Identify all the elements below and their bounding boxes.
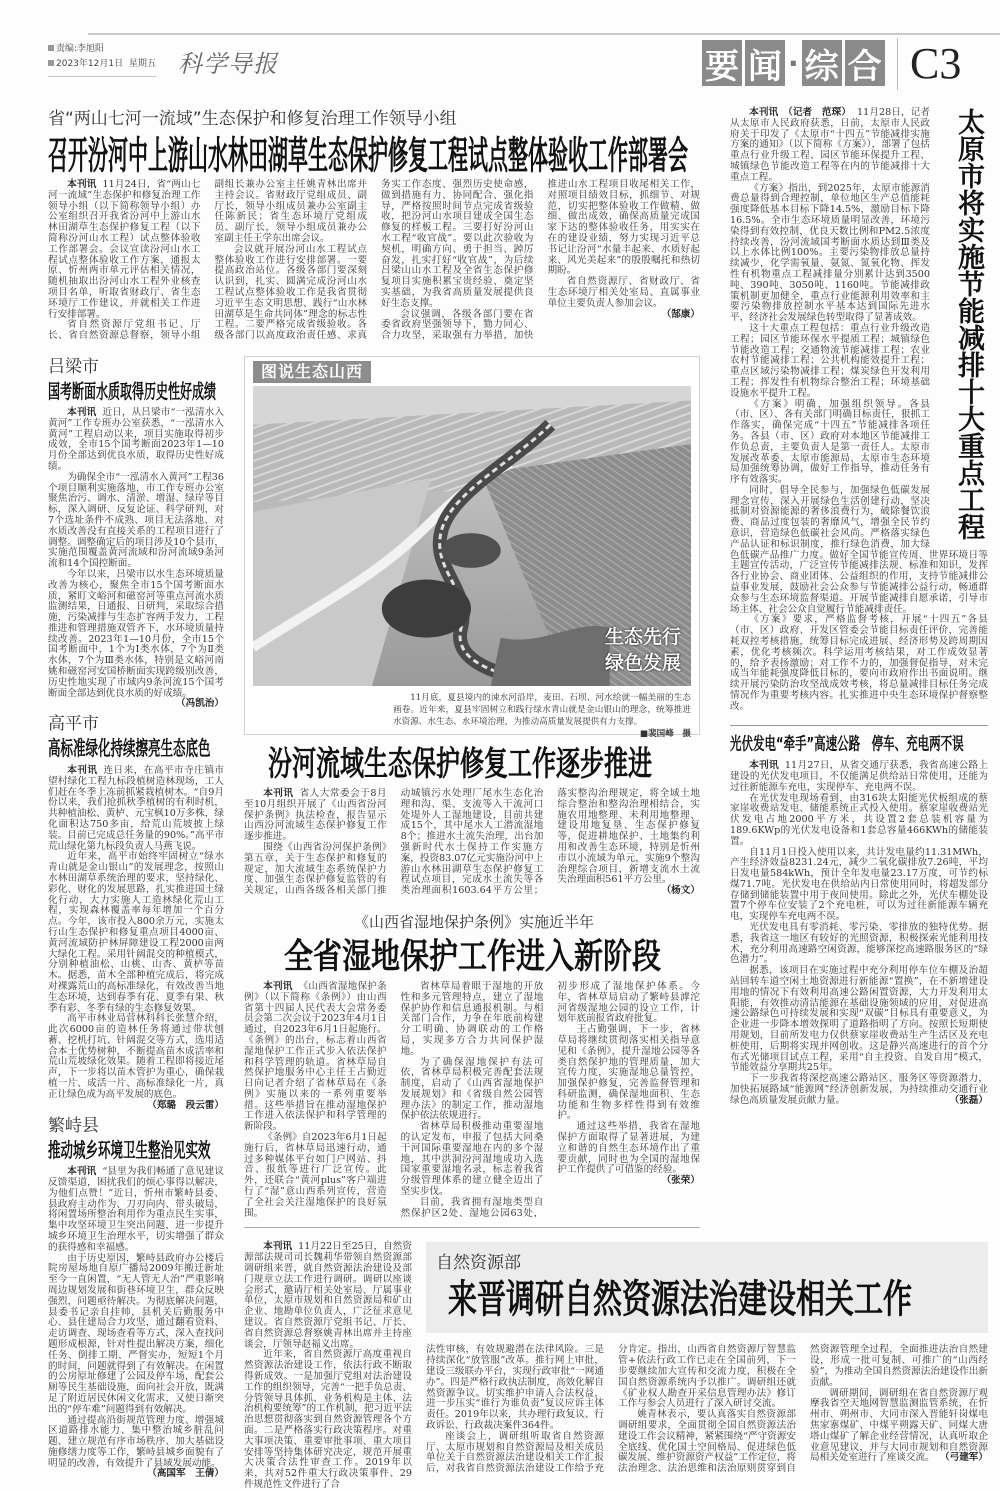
photo-caption [393,692,691,739]
date-line [48,57,156,72]
solar-article-body [730,761,988,1107]
issue-date: 2023年12月1日 [56,59,124,69]
taiyuan-headline-float [938,108,988,548]
page-layout [48,108,998,1491]
paragraph-text: 光伏发电具有零消耗、零污染、零排放的独特优势。据悉，我省这一地区有较好的光照资源，积极探索光能利用技术，充分利用高速路空闲资源，能够深挖高速路服务区的“绿色潜力”。 [730,922,988,966]
paragraph-text: 目前，我省拥有湿地类型自然保护区2处、湿地公园63处，初步形成了湿地保护体系。今年，省林草局启动了繁峙县滹沱河省级湿地公园的设立工作，计划年底前报省政府批复。 [400,980,700,1219]
byline: （张磊） [949,1094,988,1106]
paragraph-text: 省林草局积极推动重要湿地的认定发布，申报了包括大同桑干河国际重要湿地在内的多个湿地，其中洪洞汾河湿地成功入选国家重要湿地名录，标志着我省分级管理体系的建立健全迈出了坚实步伐。 [400,1121,544,1198]
byline: （高国军 王倩） [147,1468,224,1480]
ministry-headline-box [426,1242,988,1333]
top-rule [88,33,1000,35]
photo-overlay-slogan [605,624,681,676]
paragraph [557,1025,700,1122]
paragraph-text: 同时，倡导全民参与，加强绿色低碳发展理念宣传，深入开展绿色生活创建行动，坚决抵制对资源能源的奢侈浪费行为，破除餐饮浪费、商品过度包装的奢靡风气，增强全民节约意识，营造绿色低碳社会风尚。严格落实绿色产品认证和标识制度，推行绿色消费，加大绿色低碳产品推广力度。做好全国节能宣传周、世界环境日等主题宣传活动，广泛宣传节能减排法规、标准和知识，发挥各行业协会、商业团体、公益组织的作用，支持节能减排公益事业发展，鼓励社会公众参与节能减排公益行动，畅通群众参与生态环境监督渠道。开展节能减排自愿承诺，引导市场主体、社会公众自觉履行节能减排责任。 [730,484,988,615]
paragraph [730,966,988,1074]
banner-divider [897,38,898,90]
byline: （杨文） [661,885,700,897]
paragraph [730,1074,988,1106]
middle-column [244,356,700,1229]
fanshi-region-label: 繁峙县 [48,1115,99,1136]
paragraph [547,276,701,320]
caption-text: 11月底，夏县境内的涑水河沿岸，麦田、石坝、河水绘就一幅美丽的生态画卷。近年来，夏县牢固树立和践行绿水青山就是金山银山的理念，统筹推进水资源、水生态、水环境治理，为推动高质量发展提供有力支撑。 [393,692,691,727]
section-char: 合 [845,40,885,86]
gaoping-region-label: 高平市 [48,714,99,735]
top-article-body [48,180,700,342]
paragraph [401,1122,544,1198]
taiyuan-headline: 太原市将实施节能减排十大重点工程 [953,108,984,540]
lvliang-article-body [48,406,225,710]
paragraph-text: 《条例》自2023年6月1日起施行后，省林草局迅速行动，通过多种媒体平台如门户网站、抖音、报纸等进行广泛宣传。此外，还联合“黄河plus”客户端进行了“湿”意山西系列宣传，营造了全社会关注湿地保护的良好氛围。 [244,1132,387,1219]
editor: 责编:李旭阳 [56,44,105,54]
ministry-headline: 来晋调研自然资源法治建设相关工作 [448,1276,913,1323]
page-number: C3 [910,39,962,88]
byline: （郜康） [661,308,700,320]
paragraph [48,1167,224,1253]
paragraph-text: “县里为我们畅通了意见建议反馈渠道，困扰我们的烦心事得以解决，为他们点赞！”近日，忻州市繁峙县委、县政府主动作为、刀刃向内、带头破局，将闲置场所整治利用作为重点民生实事，集中攻坚环境卫生突出问题，进一步提升城乡环境卫生治理水平，切实增强了群众的获得感和幸福感。 [48,1166,225,1253]
paragraph [244,1242,412,1350]
paragraph [401,1058,544,1123]
ministry-kicker: 自然资源部 [436,1253,521,1274]
paragraph [48,1254,224,1416]
paragraph-text: 近年来，省自然资源厅高度重视自然资源法治建设工作，依法行政不断取得新成效。一是加强厅党组对法治建设工作的组织领导，完善“一把手负总责、分管领导具体抓、业务机构是主体、法治机构要统筹”的工作机制，把习近平法治思想贯彻落实到自然资源管理各个方面。二是严格落实行政决策程序。对重大事项决策、重要审批事项、重大项目安排等坚持集体研究决定，规范开展重大决策合法性审查工作。2019年以来，共对52件重大行政决策事件、29件规范性文件进行了合 [244,1349,412,1490]
paragraph-text: 省自然资源厅、省财政厅、省生态环境厅相关处室局、直属事业单位主要负责人参加会议。 [547,276,700,309]
paragraph-text: 这十大重点工程包括：重点行业升级改造工程；园区节能环保水平提质工程；城镇绿色节能改造工程；交通物流节能减排工程；农业农村节能减排工程；公共机构能效提升工程；重点区域污染物减排工程；煤炭绿色开发利用工程；挥发性有机物综合整治工程；环境基础设施水平提升工程。 [730,322,930,399]
dateline-tag: 本刊讯 （记者 范琛） [749,107,852,118]
weekday: 星期五 [128,59,156,69]
paragraph-text: 据悉，该项目在实施过程中充分利用停车位车棚及治超站回转车道空闲土地资源进行新能源“置换”，在不新增建设用地的情况下有效利用高速公路闲置资源，大力开发利用太阳能，有效推动清洁能源在基础设施领域的应用，对促进高速公路绿色可持续发展和实现“双碳”目标具有重要意义，为企业进一步降本增效探明了道路指明了方向。按照长短期使用规划，目前所发电力仅供蔡家崖收费站生产生活区及充电桩使用，后期将实现并网创收。这是静兴高速进行的首个分布式光储项目试点工程，采用“自主投资、自发自用”模式，节能效益分享期共25年。 [730,965,988,1074]
wetland-kicker: 《山西省湿地保护条例》实施近半年 [354,912,595,931]
paragraph-text: 通过这些举措，我省在湿地保护方面取得了显著进展，为建立和谐的自然生态环境作出了重要贡献，同时也为全国的湿地保护工作提供了可借鉴的经验。 [557,1121,700,1176]
paragraph-text: 由于历史原因，繁峙县政府办公楼后院房屋场地自原广播局2009年搬迁新址至今一直闲置，“无人管无人治”严重影响周边规划发展和街巷环境卫生，群众反映强烈，问题亟待解决。为彻底解决问题，县委书记亲自挂帅，县机关后勤服务中心、县住建局合力攻坚，通过翻看资料、走访调查、现场查看等方式，深入查找问题形成根源，针对性提出解决方案，细化任务、倒排工期、严督实办，短短1个月的时间，问题就得到了有效解决。在闲置的公房原址修建了公园及停车场，配套公厕等民生基础设施，面向社会开放，既满足了附近居民休闲文化需求，又使日渐突出的“停车难”问题得到有效解决。 [48,1252,224,1415]
paragraph-text: 11月22日至25日，自然资源部法规司司长魏莉华带领自然资源部调研组来晋，就自然资源法治建设及部门规章立法工作进行调研。调研以座谈会形式，邀请厅相关处室局、厅属事业单位，太原市规划和自然资源局和矿山企业、地勘单位负责人，广泛征求意见建议。省自然资源厅党组书记、厅长、省自然资源总督察姚青林出席并主持座谈会，厅领导赵福义出席。 [244,1241,413,1350]
paragraph-text: 近日，从吕梁市“一泓清水入黄河”工作专班办公室获悉，“一泓清水入黄河”工程启动以来，项目实施取得初步成效，全市15个国考断面2023年1—10月份全部达到优良水质，取得历史性好成绩。 [48,406,225,472]
solar-top-rule [730,725,988,726]
dateline-tag: 本刊讯 [263,1241,293,1253]
paragraph-text: 省自然资源厅党组书记、厅长、省自然资源总督察，领导小组副组长兼办公室主任姚青林出席并主持会议。省财政厅党组成员、副厅长，领导小组成员兼办公室副主任陈新民；省生态环境厅党组成员、副厅长，领导小组成员兼办公室副主任王学东出席会议。 [48,179,367,342]
paragraph-text: 连日来，在高平市寺庄镇市望村绿化工程九标段植树造林现场，工人们赶在冬季上冻前抓紧栽植树木。“自9月份以来，我们抢抓秋季植树的有利时机，共种植油松、黄栌、元宝枫10万多株，绿化面积达750多亩，给荒山荒坡披上绿装。目前已完成总任务量的90%。”高平市荒山绿化第九标段负责人马燕飞说。 [48,764,225,852]
top-article-kicker: 省“两山七河一流域”生态保护和修复治理工作领导小组 [48,109,457,129]
fanshi-article-body [48,1166,225,1480]
byline: （郑璐 段云雷） [147,1099,224,1111]
pond [441,533,500,568]
paragraph-text: 姚青林表示，要认真落实自然资源部调研组要求，全面贯彻全国自然资源法治建设工作会议精神，紧紧围绕“严守资源安全底线、优化国土空间格局、促进绿色低碳发展、维护资源资产权益”工作定位，将法治理念、法治思维和法治原则贯穿到自然资源管理全过程，全面推进法治自然建设，形成一批可复制、可推广的“山西经验”，为推动全国自然资源法治建设作出新贡献。 [618,1344,988,1475]
newspaper-logo: 科学导报 [178,50,278,78]
paragraph [557,1121,700,1187]
masthead-meta [48,42,156,72]
paragraph-text: 11月27日，从省交通厅获悉，我省高速公路上建设的光伏发电项目，不仅能满足供给站日常使用，还能为过往新能源车充电，实现停车、充电两不误。 [730,760,989,793]
paragraph [48,1013,224,1111]
paragraph-text: 为确保全市“一泓清水入黄河”工程36个项目顺利实施落地，市工作专班办公室聚焦治污、调水、清淤、增湿、绿岸等目标，深入调研、反复论证、科学研判，对7个选址条件不成熟、项目无法落地、对水质改善没有直接关系的工程项目进行了调整。调整确定后的项目涉及10个县市，实施范围覆盖黄河流域和汾河流域9条河流和14个国控断面。 [48,471,224,570]
paragraph [730,761,988,793]
byline: （弓建军） [940,1452,988,1464]
paragraph [244,982,387,1133]
wetland-headline: 全省湿地保护工作进入新阶段 [284,935,662,977]
ministry-article-first-column [244,1242,412,1490]
left-column [48,356,224,1480]
paragraph [244,1350,412,1490]
dateline-tag: 本刊讯 [263,980,293,992]
slogan-line: 绿色发展 [604,651,681,674]
gaoping-article-body [48,764,225,1111]
paragraph-text: 通过提高沿街规范管理力度、增强城区道路排水能力、集中整治城乡脏乱问题、建立规范有序市场秩序、加大基础设施修缮力度等工作，繁峙县城乡面貌有了明显的改善，有效提升了县域发展动能。 [48,1414,224,1469]
paragraph-text: 在光伏发电现场看到，由316块太阳能光伏板组成的蔡家崖收费站发电、储能系统正式投入使用。蔡家崖收费站光伏发电占地2000平方米，共设置2套总装机容量为189.6KWp的光伏发电设备和1套总容量466KWh的储能装置。 [730,792,988,847]
paragraph-text: 《方案》明确，加强组织领导。各县（市、区）、各有关部门明确目标责任，狠抓工作落实，确保完成“十四五”节能减排各项任务。各县（市、区）政府对本地区节能减排工作负总责，主要负责人是第一责任人。太原市发展改革委、太原市能源局、太原市生态环境局加强统筹协调，做好工作指导，推动任务有序有效落实。 [730,398,930,486]
paragraph-text: 11月28日，记者从太原市人民政府获悉，日前，太原市人民政府关于印发了《太原市“十四五”节能减排实施方案的通知》（以下简称《方案》），部署了包括重点行业升级工程、园区节能环保提升工程、城镇绿色节能改造工程等在内的节能减排十大重点工程。 [730,107,930,183]
paragraph [244,789,387,843]
square-bullet-icon [48,60,54,66]
section-char: 综 [802,40,842,86]
fenhe-headline: 汾河流域生态保护修复工作逐步推进 [268,744,652,784]
paragraph-text: 《方案》指出，到2025年，太原市能源消费总量得到合理控制，单位地区生产总值能耗强度降低基本目标下降14.5%，激励目标下降16.5%。全市生态环境质量明显改善，环境污染得到有效控制，优良天数比例和PM2.5浓度持续改善，汾河流域国考断面水质达到Ⅲ类及以上水体比例100%。主要污染物排放总量持续减少，化学需氧量、氨氮、氮氧化物、挥发性有机物重点工程减排量分别累计达到3500吨、390吨、3050吨、1160吨。节能减排政策机制更加健全，重点行业能源利用效率和主要污染物排放控制水平基本达到国际先进水平，经济社会发展绿色转型取得了显著成效。 [730,182,930,324]
photo-credit: ■裴国峰 摄 [639,728,691,739]
paragraph [48,180,201,320]
wetland-article-body [244,982,700,1220]
paragraph-text: 11月24日，省“两山七河一流域”生态保护和修复治理工作领导小组（以下简称领导小组）办公室组织召开我省汾河中上游山水林田湖草生态保护修复工程（以下简称汾河山水工程）试点整体验收工作部署会。会议宣读汾河山水工程试点整体验收工作方案，通报太原、忻州两市单元评估相关情况，随机抽取出汾河山水工程外业核查项目名单，听取省财政厅、省生态环境厅工作建议，并就相关工作进行安排部署。 [48,179,201,320]
paragraph [730,615,988,712]
ministry-article [244,1242,988,1490]
meta-underline [48,76,156,77]
paragraph [48,473,224,570]
paragraph [244,1133,387,1219]
paragraph [426,1345,604,1431]
paragraph-text: 围绕《山西省汾河保护条例》第五章，关于生态保护和修复的规定，加大流域生态系统保护力度、加强生态保护修复监管的有关规定，山西各级各相关部门推动城镇污水处理厂尾水生态化治理和沟、渠、支流等入干流河口处堤外人工湿地建设，目前共建成15个，其中尾水人工潜流湿地8个；推进水土流失治理，出台加强新时代水土保持工作实施方案，投资83.07亿元实施汾河中上游山水林田湖草生态保护修复工程试点项目，完成水土流失等各类治理面积1603.64平方公里；落实整沟治理规定，将全域土地综合整治和整沟治理相结合，实施农用地整理、未利用地整理、建设用地复垦、生态保护修复等，促进耕地保护、土地集约利用和改善生态环境，特别是忻州市以小流域为单元，实施9个整沟治理综合项目，新增支流水土流失治理面积561平方公里。 [244,787,700,897]
ministry-article-continued [426,1345,988,1475]
byline: （冯凯治） [176,698,224,710]
paragraph [48,568,224,710]
paragraph-text: 会议就开展汾河山水工程试点整体验收工作进行安排部署。一要提高政治站位。各级各部门要深刻认识到，扎实、圆满完成汾河山水工程试点整体验收工作是我省贯彻习近平生态文明思想、践行“山水林田湖草是生命共同体”理念的标志性工程。二要严格完成省级验收。各级各部门以高度政治责任感、求真务实工作态度、强烈历史使命感，做到措施有力、协同配合、强化指导，严格按照时间节点完成省级验收，把汾河山水项目建成全国生态修复的样板工程。三要打好汾河山水工程“收官战”。要以此次验收为契机，明确方向、勇于担当、踔厉奋发，扎实打好“收官战”，为后续吕梁山山水工程及全省生态保护修复项目实施积累宝贵经验、奠定坚实基础，为我省高质量发展提供良好生态支撑。 [214,179,534,342]
paragraph [810,1389,988,1465]
paragraph [730,923,988,966]
paragraph [48,766,224,852]
paragraph [48,408,224,473]
paragraph-text: 调研期间，调研组在省自然资源厅观摩我省空天地网智慧监测监管系统，在忻州市、朔州市、大同市深入晋能轩岗煤电焦家寨煤矿、中煤平朔露天矿、同煤大唐塔山煤矿了解企业经营情况，认真听取企业意见建议，并与大同市规划和自然资源局相关处室进行了座谈交流。 [810,1387,988,1464]
photo-feature-tag: 图说生态山西 [253,361,371,383]
dateline-tag: 本刊讯 [67,179,97,190]
square-bullet-icon [48,45,54,51]
pond [382,580,471,638]
slogan-line: 生态先行 [604,625,681,648]
section-char: 闻 [745,40,785,86]
paragraph-text: 座谈会上，调研组听取省自然资源厅、太原市规划和自然资源局及相关成员单位关于自然资源法治建设相关工作汇报后，对我省自然资源法治建设工作给予充分肯定。指出，山西省自然资源厅智慧监管+依法行政工作已走在全国前列，下一步要继续加大宣传和交流力度，积极在全国自然资源系统内予以推广。调研组还就《矿业权人勘查开采信息管理办法》修订工作与参会人员进行了深入研讨交流。 [426,1344,796,1475]
gaoping-headline: 高标准绿化持续擦亮生态底色 [48,736,211,761]
paragraph-text: 近年来，高平市始终牢固树立“绿水青山就是金山银山”的发展理念，按照山水林田湖草系统治理的要求，坚持绿化、彩化、财化的发展思路，扎实推进国土绿化行动，大力实施人工造林绿化荒山工程，实现森林覆盖率每年增加一个百分点。今年，该市投入800余万元，实施太行山生态保护和修复重点项目4000亩、黄河流域防护林屏障建设工程2000亩两大绿化工程。采用针阔混交的种植模式，分别种植油松、山桃、山杏、黄栌等苗木。据悉，苗木全部种植完成后，将完成对裸露荒山的高标准绿化，有效改善当地生态环境，达到春季有花、夏季有果、秋季有彩、冬季有绿的生态修复效果。 [48,851,224,1014]
paragraph-text: 为了确保湿地保护有法可依，省林草局积极完善配套法规制度，启动了《山西省湿地保护发展规划》和《省级自然公园管理办法》的制定工作，推动湿地保护依法依规进行。 [400,1056,544,1122]
dateline-tag: 本刊讯 [67,406,97,418]
paragraph-text: 省林草局着眼于湿地的开放性和多元管理特点，建立了湿地保护协作和信息通报机制。与相关部门合作，力争在年底前构建分工明确、协调联动的工作格局，实现多方合力共同保护湿地。 [400,980,544,1057]
section-char: 要 [702,40,742,86]
editor-line [48,42,156,57]
taiyuan-article-body [730,108,988,713]
dateline-tag: 本刊讯 [263,787,294,799]
paragraph-text: 法性审核，有效规避潜在法律风险。三是持续深化“放管服”改革。推行网上审批，建设三级联办平台，实现行政审批“一网通办”。四是严格行政执法制度，高效化解自然资源争议。切实维护申请人合法权益，进一步压实“谁行为谁负责”复议应诉主体责任。2019年以来，共办理行政复议、行政诉讼、行政裁决案件364件。 [426,1344,604,1432]
top-article [48,108,700,342]
paragraph-text: 自11月1日投入使用以来，共计发电量约11.31MWh，产生经济效益8231.24元，减少二氧化碳排放7.26吨，平均日发电量584kWh，预计全年发电量23.17万度，可节约标煤71.7吨。光伏发电在供给站内日常使用同时，将超发部分存储到储能装置中用于夜间使用。除此之外，光伏车棚处设置7个停车位安装了2个充电桩，可以为过往新能源车辆充电，实现停车充电两不误。 [730,846,988,923]
paragraph [730,848,988,924]
section-banner [702,40,885,86]
paragraph-text: 王占勤强调，下一步，省林草局将继续贯彻落实相关指导意见和《条例》，提升湿地公园等各类自然保护地的管理质量，加大宣传力度，实施湿地总量管控，加强保护修复，完善监督管理和科研监测，确保湿地面积、生态功能和生物多样性得到有效维护。 [557,1024,700,1122]
dateline-tag: 本刊讯 [67,1166,97,1178]
top-article-headline: 召开汾河中上游山水林田湖草生态保护修复工程试点整体验收工作部署会 [48,132,688,178]
solar-headline: 光伏发电“牵手”高速公路 停车、充电两不误 [730,732,964,754]
right-column [730,108,988,1107]
dateline-tag: 本刊讯 [67,764,98,776]
lvliang-region-label: 吕梁市 [48,356,99,377]
paragraph [730,794,988,848]
dateline-tag: 本刊讯 [749,760,779,772]
paragraph [48,1414,224,1480]
photo-feature [244,356,700,739]
paragraph-text: 今年以来，吕梁市以水生态环境质量改善为核心，聚焦全市15个国考断面水质，紧盯文峪河和磁窑河等重点河流水质监测结果，日通报、日研判，采取综合措施，污染减排与生态扩容两手发力，工程推进和管理措施双管齐下，水环境质量持续改善。2023年1—10月份，全市15个国考断面中，1个为Ⅰ类水体，7个为Ⅱ类水体，7个为Ⅲ类水体，特别是文峪河南姚和磁窑河安国桥断面实现跨级别改善，历史性地实现了市域内9条河流15个国考断面全部达到优良水质的好成绩。 [48,568,224,699]
fanshi-headline: 推动城乡环境卫生整治见实效 [48,1137,211,1162]
fenhe-article-body [244,789,700,897]
byline: （张荣） [661,1175,700,1187]
section-dot: · [788,46,799,80]
paragraph-text: 《山西省湿地保护条例》（以下简称《条例》）由山西省第十四届人民代表大会常务委员会第二次会议于2023年4月1日通过，自2023年6月1日起施行。《条例》的出台，标志着山西省湿地保护工作正式步入依法保护和科学管理的轨道。省林草局自然保护地服务中心主任王占勤近日向记者介绍了省林草局在《条例》实施以来的一系列重要举措。这些举措旨在推动湿地保护工作进入依法保护和科学管理的新阶段。 [244,980,387,1133]
paragraph-text: 《方案》要求，严格监督考核，开展“十四五”各县（市、区）政府、开发区管委会节能目标责任评价，完善能耗双控考核措施，统筹目标完成进展、经济形势及跨周期因素，优化考核频次。科学运用考核结果，对工作成效显著的，给予表扬激励；对工作不力的，加强督促指导，对未完成当年能耗强度降低目标的，要向市政府作出书面说明。继续开展污染防治攻坚战成效考核，将总量减排目标任务完成情况作为重要考核内容。扎实推进中央生态环境保护督察整改。 [730,614,988,712]
photo-frame [253,386,691,686]
paragraph-text: 省人大常委会于8月至10月组织开展了《山西省汾河保护条例》执法检查，报告显示山西汾河流域生态保护修复工作逐步推进。 [244,787,387,843]
paragraph [48,852,224,1014]
paragraph-text: 下一步我省将深挖高速公路站区、服务区等资源潜力，加快拓展路域“能源网”经济创新发展，为持续推动交通行业绿色高质量发展贡献力量。 [730,1073,988,1106]
paragraph-text: 会议强调，各级各部门要在省委省政府坚强领导下，勠力同心、合力攻坚，采取强有力举措，加快推进山水工程项目收尾相关工作，对照项目绩效目标，抓细节、对规范，切实把整体验收工作做精、做细、做出成效，确保高质量完成国家下达的整体验收任务，用实实在在的建设业绩，努力实现习近平总书记让汾河“水量丰起来、水质好起来、风光美起来”的殷殷嘱托和热切期盼。 [381,179,700,342]
paragraph-text: 高平市林业局营林科科长张慧介绍，此次6000亩的造林任务将通过带状刨蓄、挖机打坑、针阔混交等方式，选用适合本土优势树种，不断提高苗木成活率和荒山荒坡绿化效果。随着工程即将接近尾声，下一步将以苗木管护为重心，确保栽植一片、成活一片、高标准绿化一片，真正让绿色成为高平发展的底色。 [48,1013,224,1100]
ministry-right-part [426,1242,988,1475]
paragraph [401,982,544,1058]
lvliang-headline: 国考断面水质取得历史性好成绩 [48,380,217,403]
